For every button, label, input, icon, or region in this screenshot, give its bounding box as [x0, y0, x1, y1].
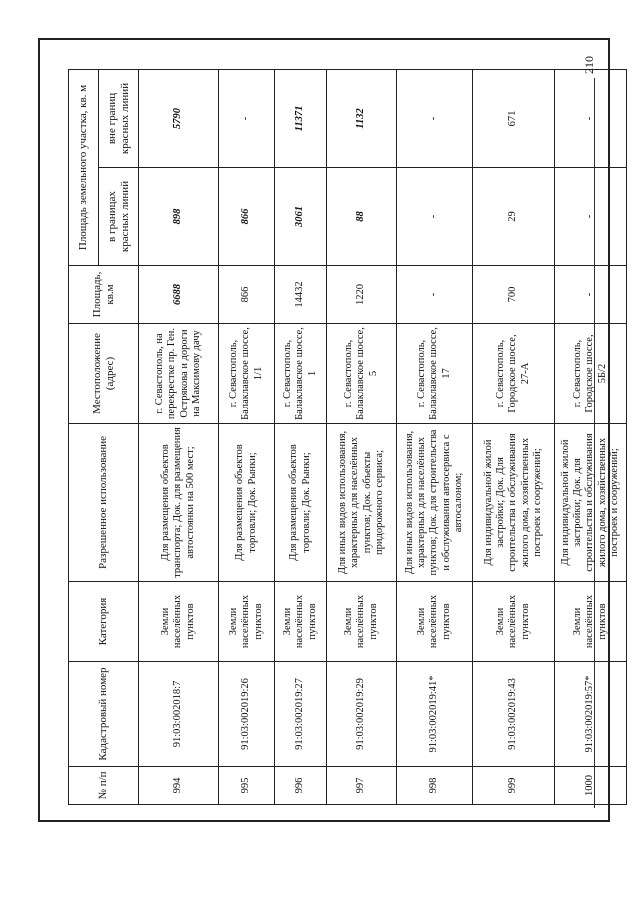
cell-use: Для индивидуальной жилой застройки; Док. для строительства и обслуживания жилого дома, хозяйственных построек и сооружений; — [555, 424, 627, 582]
cell-use: Для размещения объектов торговли; Док. Рынки; — [219, 424, 275, 582]
cell-category: Земли населённых пунктов — [219, 582, 275, 662]
cell-location: г. Севастополь, Балаклавское шоссе, 5 — [327, 324, 397, 424]
table-row — [555, 69, 627, 804]
table-row — [219, 69, 275, 804]
cell-outside: 671 — [473, 69, 555, 167]
table-row — [275, 69, 327, 804]
header-cadastral: Кадастровый номер — [69, 662, 139, 767]
table-row — [327, 69, 397, 804]
cell-area: - — [555, 266, 627, 324]
cell-inside: 88 — [327, 168, 397, 266]
header-plot-area: Площадь земельного участка, кв. м — [69, 69, 99, 265]
table-row — [397, 69, 473, 804]
cell-category: Земли населённых пунктов — [555, 582, 627, 662]
table-body — [139, 69, 627, 804]
cell-category: Земли населённых пунктов — [139, 582, 219, 662]
header-location: Местоположение (адрес) — [69, 324, 139, 424]
table-row — [473, 69, 555, 804]
cell-inside: - — [555, 168, 627, 266]
cell-cadastral: 91:03:002018:7 — [139, 662, 219, 767]
cell-outside: - — [219, 69, 275, 167]
rotated-table-container — [68, 70, 620, 805]
cell-location: г. Севастополь, Балаклавское шоссе, 1/1 — [219, 324, 275, 424]
header-category: Категория — [69, 582, 139, 662]
cell-location: г. Севастополь, Балаклавское шоссе, 17 — [397, 324, 473, 424]
header-num: № п/п — [69, 767, 139, 805]
cell-use: Для иных видов использования, характерных для населённых пунктов; Док. для строительства и обслуживания автосервиса с автосалоном; — [397, 424, 473, 582]
cell-outside: 5790 — [139, 69, 219, 167]
cell-area: 1220 — [327, 266, 397, 324]
cell-num: 998 — [397, 767, 473, 805]
cell-outside: 11371 — [275, 69, 327, 167]
cell-num: 996 — [275, 767, 327, 805]
header-use: Разрешенное использование — [69, 424, 139, 582]
cell-category: Земли населённых пунктов — [327, 582, 397, 662]
page-number: 210 — [582, 56, 596, 74]
cell-category: Земли населённых пунктов — [397, 582, 473, 662]
cell-inside: 3061 — [275, 168, 327, 266]
cell-cadastral: 91:03:002019:26 — [219, 662, 275, 767]
cell-location: г. Севастополь, Городское шоссе, 27-А — [473, 324, 555, 424]
cell-category: Земли населённых пунктов — [275, 582, 327, 662]
cell-use: Для размещения объектов транспорта; Док. для размещения автостоянки на 500 мест; — [139, 424, 219, 582]
header-area: Площадь, кв.м — [69, 266, 139, 324]
header-inside-red-lines: в границах красных линий — [99, 168, 139, 266]
cell-cadastral: 91:03:002019:29 — [327, 662, 397, 767]
cell-use: Для индивидуальной жилой застройки; Док. Для строительства и обслуживания жилого дома, хозяйственных построек и сооружений; — [473, 424, 555, 582]
cell-cadastral: 91:03:002019:41* — [397, 662, 473, 767]
cell-cadastral: 91:03:002019:27 — [275, 662, 327, 767]
cell-inside: - — [397, 168, 473, 266]
cell-area: 6688 — [139, 266, 219, 324]
cell-inside: 898 — [139, 168, 219, 266]
cell-outside: - — [555, 69, 627, 167]
cell-outside: 1132 — [327, 69, 397, 167]
cell-cadastral: 91:03:002019:57* — [555, 662, 627, 767]
cell-area: - — [397, 266, 473, 324]
cadastral-table — [68, 69, 627, 805]
cell-location: г. Севастополь, Балаклавское шоссе, 1 — [275, 324, 327, 424]
cell-num: 995 — [219, 767, 275, 805]
header-outside-red-lines: вне границ красных линий — [99, 69, 139, 167]
cell-use: Для иных видов использования, характерных для населённых пунктов; Док. объекты придорожного сервиса; — [327, 424, 397, 582]
table-row — [139, 69, 219, 804]
cell-location: г. Севастополь, Городское шоссе, 5Б/2 — [555, 324, 627, 424]
cell-inside: 29 — [473, 168, 555, 266]
cell-inside: 866 — [219, 168, 275, 266]
cell-num: 999 — [473, 767, 555, 805]
cell-location: г. Севастополь, на перекрестке пр. Ген. Острякова и дороги на Максимову дачу — [139, 324, 219, 424]
cell-cadastral: 91:03:002019:43 — [473, 662, 555, 767]
cell-use: Для размещения объектов торговли; Док. Рынки; — [275, 424, 327, 582]
cell-area: 700 — [473, 266, 555, 324]
cell-area: 14432 — [275, 266, 327, 324]
cell-category: Земли населённых пунктов — [473, 582, 555, 662]
cell-outside: - — [397, 69, 473, 167]
cell-num: 997 — [327, 767, 397, 805]
cell-area: 866 — [219, 266, 275, 324]
cell-num: 994 — [139, 767, 219, 805]
cell-num: 1000 — [555, 767, 627, 805]
